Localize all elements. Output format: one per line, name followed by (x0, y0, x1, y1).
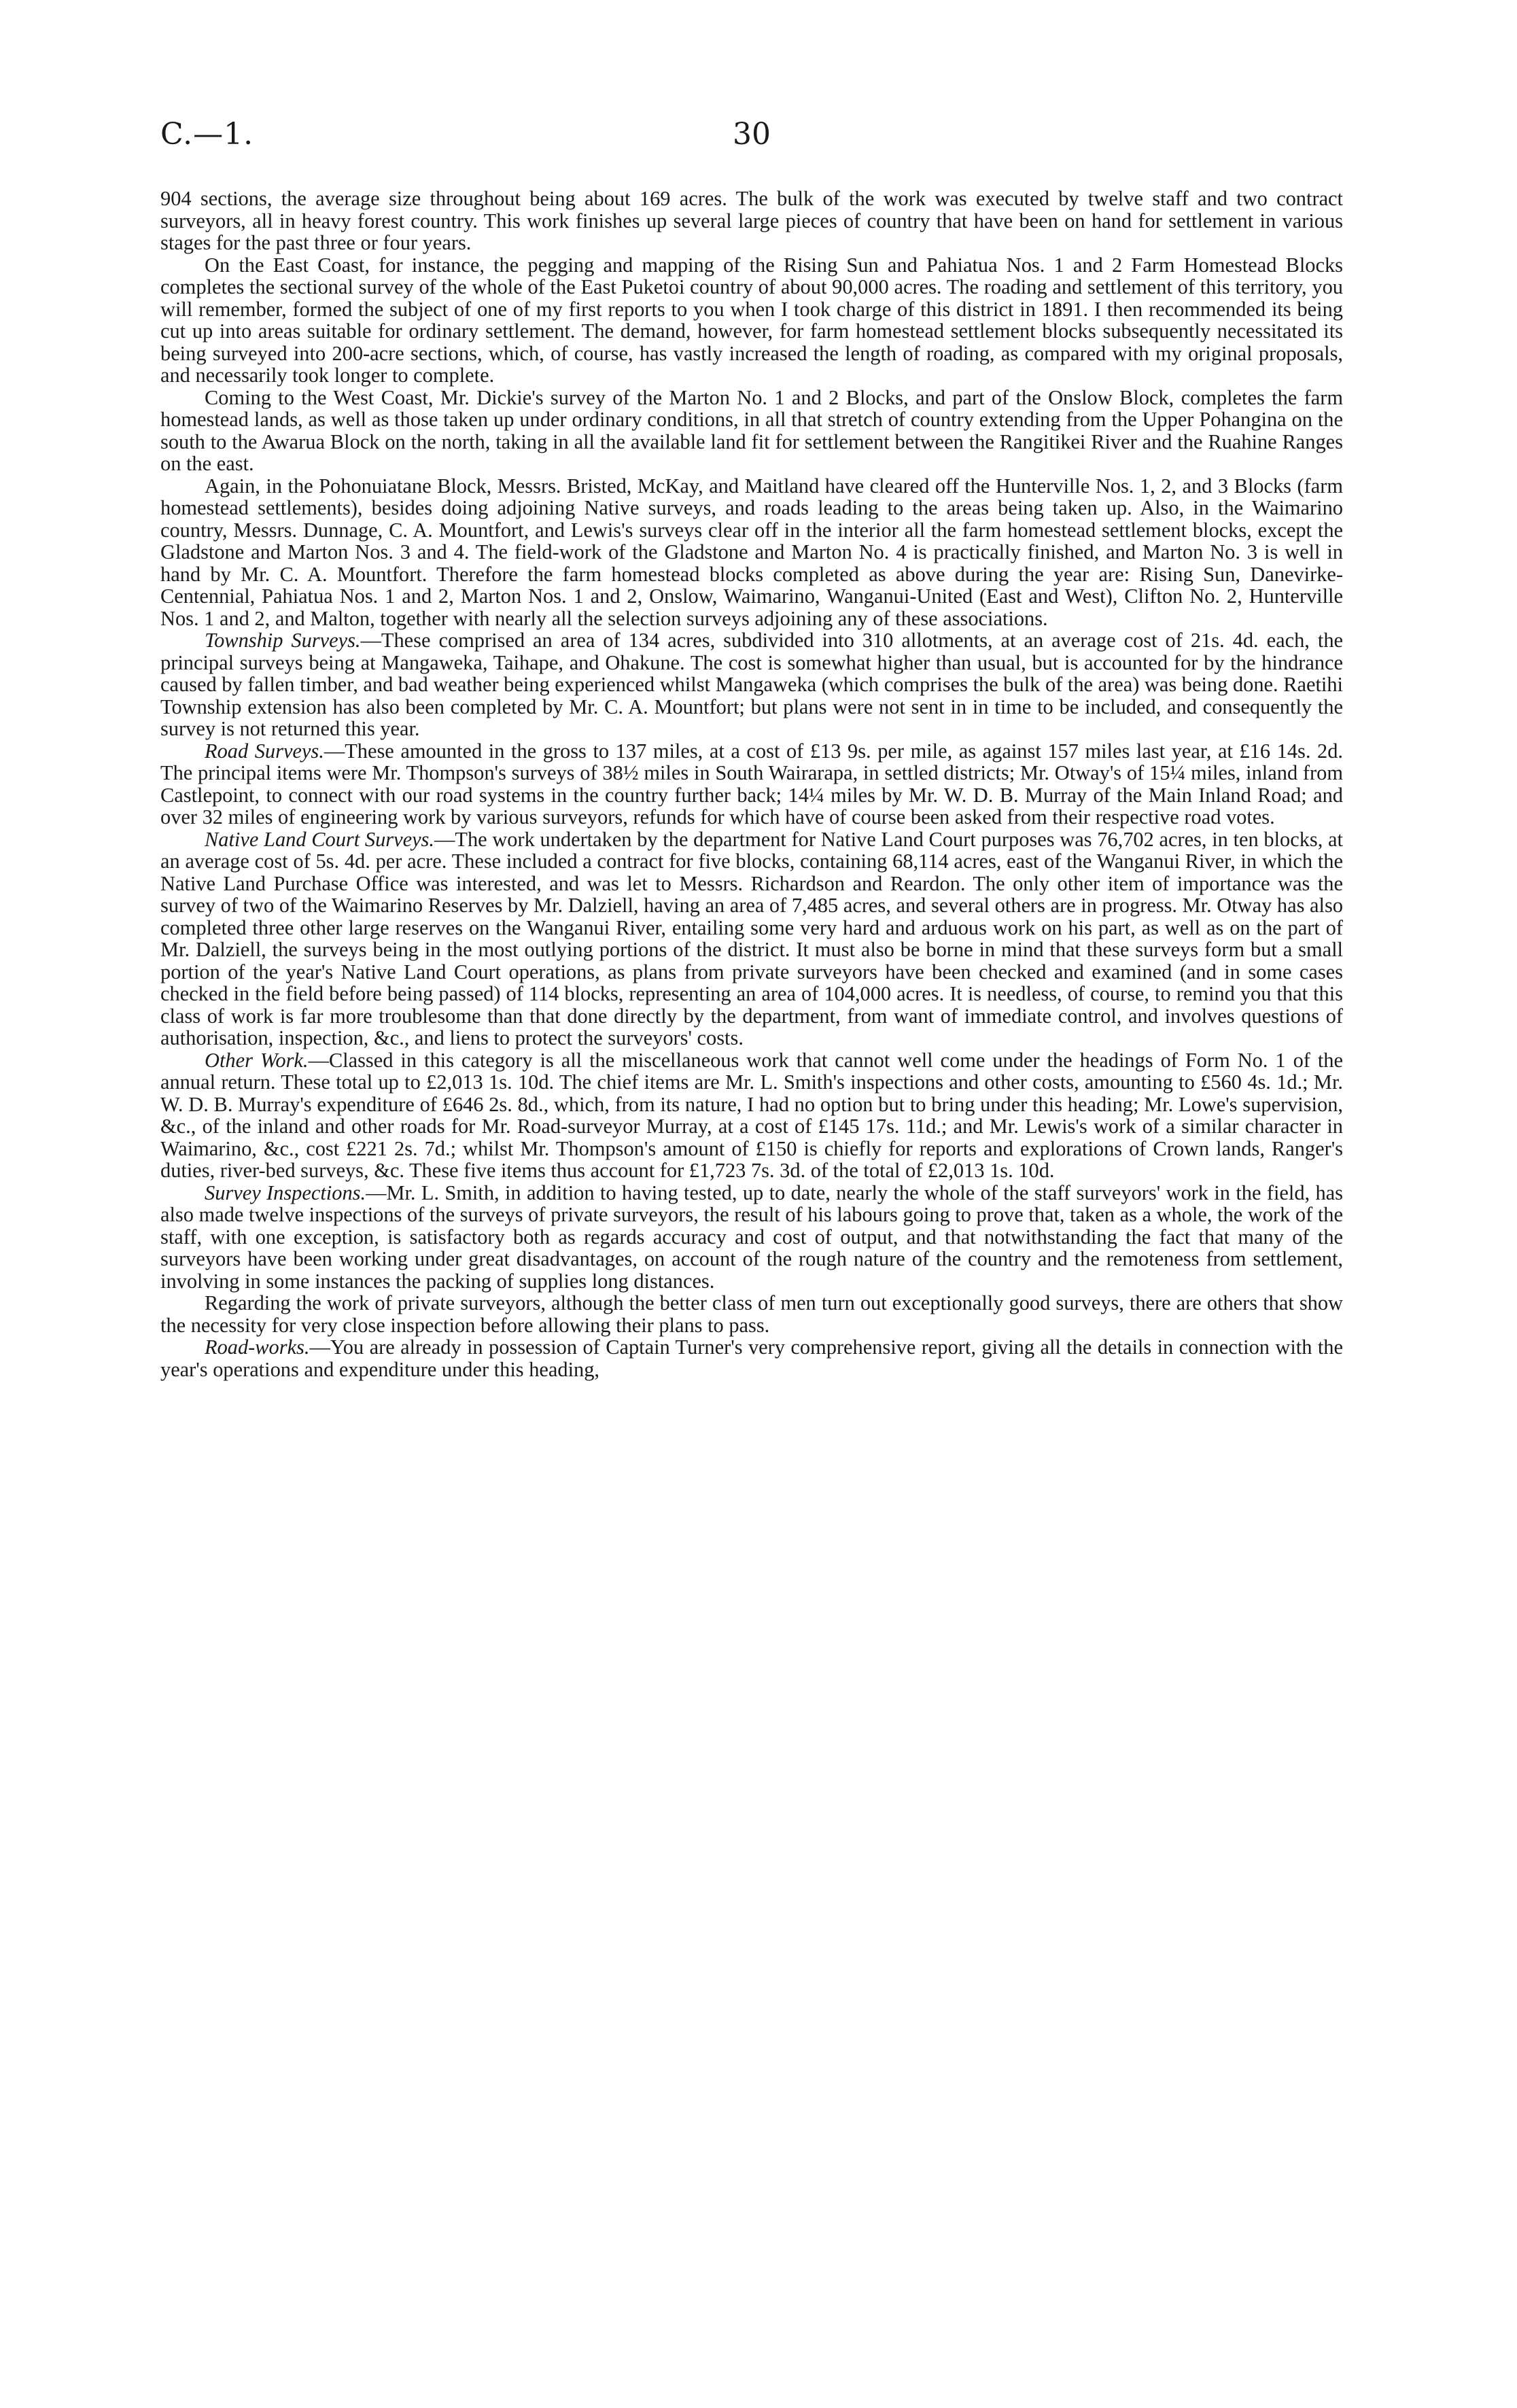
body-text (160, 188, 1343, 1380)
paragraph-survey-inspections: Survey Inspections.—Mr. L. Smith, in addition to having tested, up to date, nearly the whole of the staff surveyors' work in the field, has also made twelve inspections of the surveys of private surveyors, the result of his labours going to prove that, taken as a whole, the work of the staff, with one exception, is satisfactory both as regards accuracy and cost of output, and that notwithstanding the fact that many of the surveyors have been working under great disadvantages, on account of the rough nature of the country and the remoteness from settlement, involving in some instances the packing of supplies long distances. (160, 1181, 1343, 1293)
paragraph: On the East Coast, for instance, the pegging and mapping of the Rising Sun and Pahiatua Nos. 1 and 2 Farm Homestead Blocks completes the sectional survey of the whole of the East Puketoi country of about 90,000 acres. The roading and settlement of this territory, you will remember, formed the subject of one of my first reports to you when I took charge of this district in 1891. I then recommended its being cut up into areas suitable for ordinary settlement. The demand, however, for farm homestead settlement blocks subsequently necessitated its being surveyed into 200-acre sections, which, of course, has vastly increased the length of roading, as compared with my original proposals, and necessarily took longer to complete. (160, 253, 1343, 387)
paragraph: Regarding the work of private surveyors, although the better class of men turn out exceptionally good surveys, there are others that show the necessity for very close inspection before allowing their plans to pass. (160, 1291, 1343, 1337)
paragraph: Coming to the West Coast, Mr. Dickie's survey of the Marton No. 1 and 2 Blocks, and part of the Onslow Block, completes the farm homestead lands, as well as those taken up under ordinary conditions, in all that stretch of country extending from the Upper Pohangina on the south to the Awarua Block on the north, taking in all the available land fit for settlement between the Rangitikei River and the Ruahine Ranges on the east. (160, 385, 1343, 475)
document-reference: C.—1. (160, 117, 254, 152)
paragraph: Again, in the Pohonuiatane Block, Messrs. Bristed, McKay, and Maitland have cleared off the Hunterville Nos. 1, 2, and 3 Blocks (farm homestead settlements), besides doing adjoining Native surveys, and roads leading to the areas being taken up. Also, in the Waimarino country, Messrs. Dunnage, C. A. Mountfort, and Lewis's surveys clear off in the interior all the farm homestead settlement blocks, except the Gladstone and Marton Nos. 3 and 4. The field-work of the Gladstone and Marton No. 4 is practically finished, and Marton No. 3 is well in hand by Mr. C. A. Mountfort. Therefore the farm homestead blocks completed as above during the year are: Rising Sun, Danevirke-Centennial, Pahiatua Nos. 1 and 2, Marton Nos. 1 and 2, Onslow, Waimarino, Wanganui-United (East and West), Clifton No. 2, Hunterville Nos. 1 and 2, and Malton, together with nearly all the selection surveys adjoining any of these associations. (160, 474, 1343, 630)
paragraph: 904 sections, the average size throughout being about 169 acres. The bulk of the work was executed by twelve staff and two contract surveyors, all in heavy forest country. This work finishes up several large pieces of country that have been on hand for settlement in various stages for the past three or four years. (160, 187, 1343, 254)
paragraph-township-surveys: Township Surveys.—These comprised an area of 134 acres, subdivided into 310 allotments, at an average cost of 21s. 4d. each, the principal surveys being at Mangaweka, Taihape, and Ohakune. The cost is somewhat higher than usual, but is accounted for by the hindrance caused by fallen timber, and bad weather being experienced whilst Mangaweka (which comprises the bulk of the area) was being done. Raetihi Township extension has also been completed by Mr. C. A. Mountfort; but plans were not sent in in time to be included, and consequently the survey is not returned this year. (160, 629, 1343, 740)
section-heading: Native Land Court Surveys. (205, 827, 434, 851)
page-number: 30 (733, 117, 771, 152)
section-heading: Road-works. (205, 1336, 310, 1359)
section-heading: Road Surveys. (205, 739, 324, 763)
section-heading: Township Surveys. (205, 629, 361, 652)
paragraph-native-land-court-surveys: Native Land Court Surveys.—The work undertaken by the department for Native Land Court purposes was 76,702 acres, in ten blocks, at an average cost of 5s. 4d. per acre. These included a contract for five blocks, containing 68,114 acres, east of the Wanganui River, in which the Native Land Purchase Office was interested, and was let to Messrs. Richardson and Reardon. The only other item of importance was the survey of two of the Waimarino Reserves by Mr. Dalziell, having an area of 7,485 acres, and several others are in progress. Mr. Otway has also completed three other large reserves on the Wanganui River, entailing some very hard and arduous work on his part, as well as on the part of Mr. Dalziell, the surveys being in the most outlying portions of the district. It must also be borne in mind that these surveys form but a small portion of the year's Native Land Court operations, as plans from private surveyors have been checked and examined (and in some cases checked in the field before being passed) of 114 blocks, representing an area of 104,000 acres. It is needless, of course, to remind you that this class of work is far more troublesome than that done directly by the department, from want of immediate control, and involves questions of authorisation, inspection, &c., and liens to protect the surveyors' costs. (160, 827, 1343, 1049)
section-heading: Other Work. (205, 1048, 309, 1072)
paragraph-other-work: Other Work.—Classed in this category is all the miscellaneous work that cannot well come under the headings of Form No. 1 of the annual return. These total up to £2,013 1s. 10d. The chief items are Mr. L. Smith's inspections and other costs, amounting to £560 4s. 1d.; Mr. W. D. B. Murray's expenditure of £646 2s. 8d., which, from its nature, I had no option but to bring under this heading; Mr. Lowe's supervision, &c., of the inland and other roads for Mr. Road-surveyor Murray, at a cost of £145 17s. 11d.; and Mr. Lewis's work of a similar character in Waimarino, &c., cost £221 2s. 7d.; whilst Mr. Thompson's amount of £150 is chiefly for reports and explorations of Crown lands, Ranger's duties, river-bed surveys, &c. These five items thus account for £1,723 7s. 3d. of the total of £2,013 1s. 10d. (160, 1048, 1343, 1182)
page-header (160, 117, 1343, 164)
paragraph-road-surveys: Road Surveys.—These amounted in the gross to 137 miles, at a cost of £13 9s. per mile, as against 157 miles last year, at £16 14s. 2d. The principal items were Mr. Thompson's surveys of 38½ miles in South Wairarapa, in settled districts; Mr. Otway's of 15¼ miles, inland from Castlepoint, to connect with our road systems in the country further back; 14¼ miles by Mr. W. D. B. Murray of the Main Inland Road; and over 32 miles of engineering work by various surveyors, refunds for which have of course been asked from their respective road votes. (160, 739, 1344, 828)
paragraph-road-works: Road-works.—You are already in possession of Captain Turner's very comprehensive report, giving all the details in connection with the year's operations and expenditure under this heading, (160, 1336, 1343, 1381)
section-heading: Survey Inspections. (205, 1181, 366, 1204)
